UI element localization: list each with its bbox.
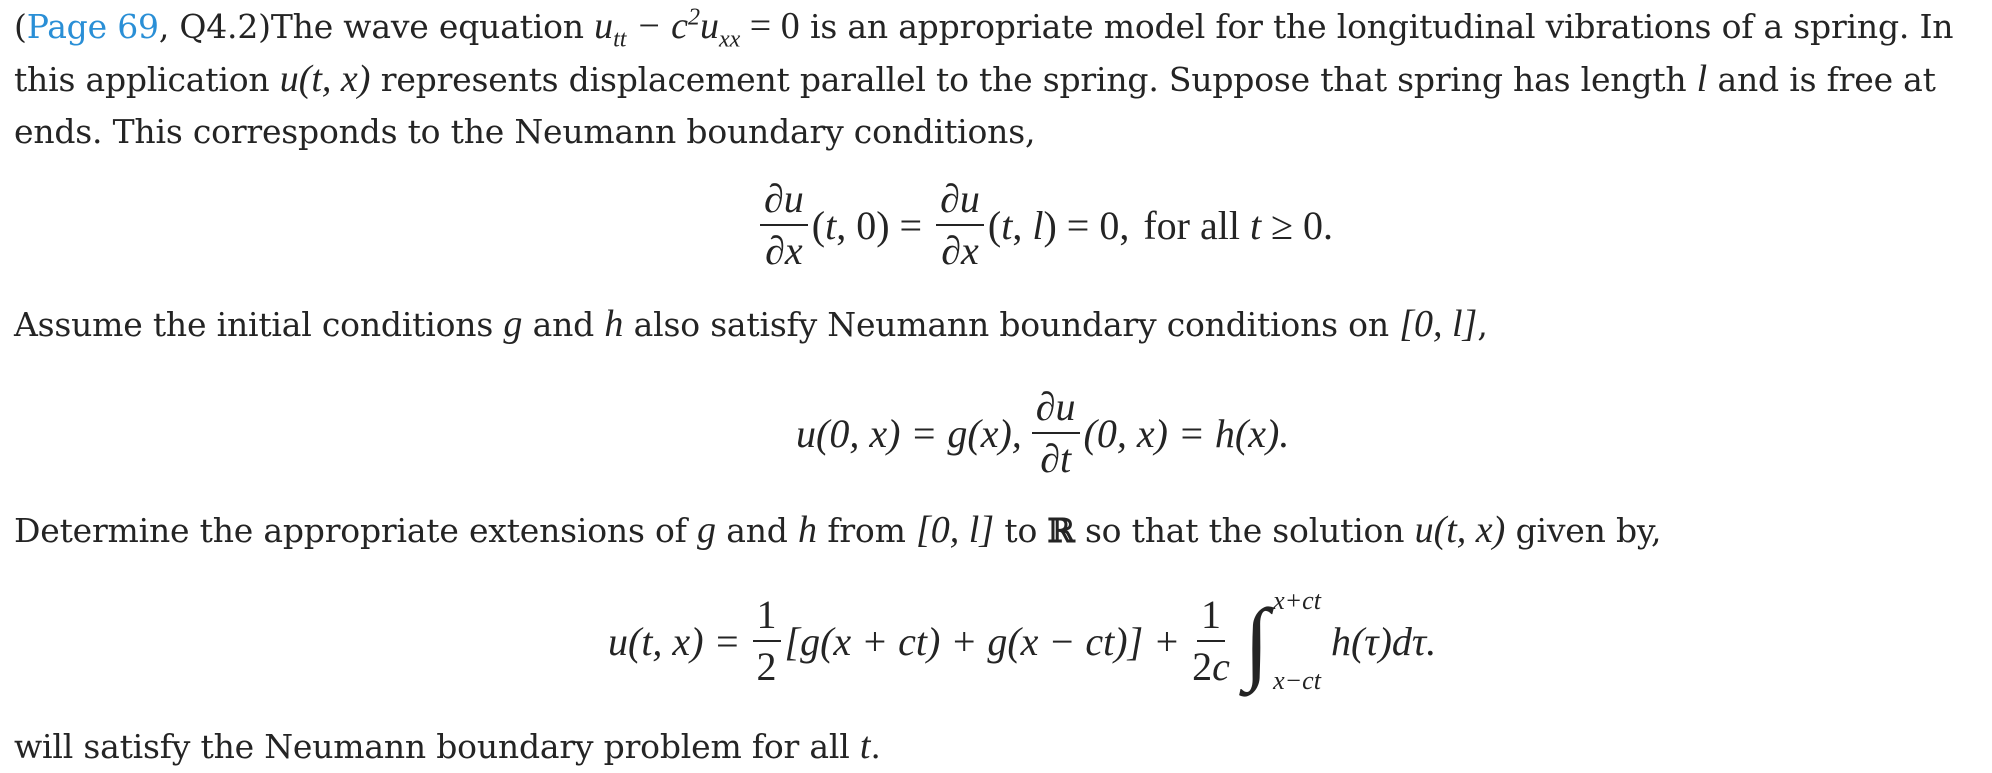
- problem-paragraph-3: Determine the appropriate extensions of g and h from [0, l] to ℝ so that the solution u(t, x) given by,: [14, 509, 1662, 551]
- initial-conditions-equation: u(0, x) = g(x), $\frac{\partial u}{\partial t}$ (0, x) = h(x).: [796, 384, 1290, 481]
- problem-paragraph-1: (Page 69, Q4.2)The wave equation $u_{tt} - c^2u_{xx} = 0$ is an appropriate model for the longitudinal vibrations of a spring. In this application u(t, x) represents displacement parallel to the spring. Suppose that spring has length l and is free at ends. This corresponds to the Neumann boundary conditions,: [14, 4, 1954, 151]
- dalembert-formula: u(t, x) = $\frac{1}{2}$ [g(x + ct) + g(x − ct)] + $\frac{1}{2c}$ ∫ x+ct x−ct h(τ)dτ.: [608, 586, 1437, 695]
- wave-equation-inline: $u_{tt} - c^2u_{xx} = 0$: [594, 4, 800, 53]
- integral-sign: ∫ x+ct x−ct: [1243, 586, 1321, 695]
- u-t-x-inline: u(t, x): [279, 58, 371, 100]
- neumann-bc-equation: $\frac{\partial u}{\partial x}$ (t, 0) = $\frac{\partial u}{\partial x}$ (t, l) = 0, for all t ≥ 0.: [756, 176, 1333, 274]
- problem-paragraph-2: Assume the initial conditions g and h also satisfy Neumann boundary conditions on [0, l],: [14, 303, 1488, 345]
- page-link[interactable]: Page 69: [26, 7, 159, 46]
- problem-paragraph-4: will satisfy the Neumann boundary problem for all t.: [14, 725, 881, 767]
